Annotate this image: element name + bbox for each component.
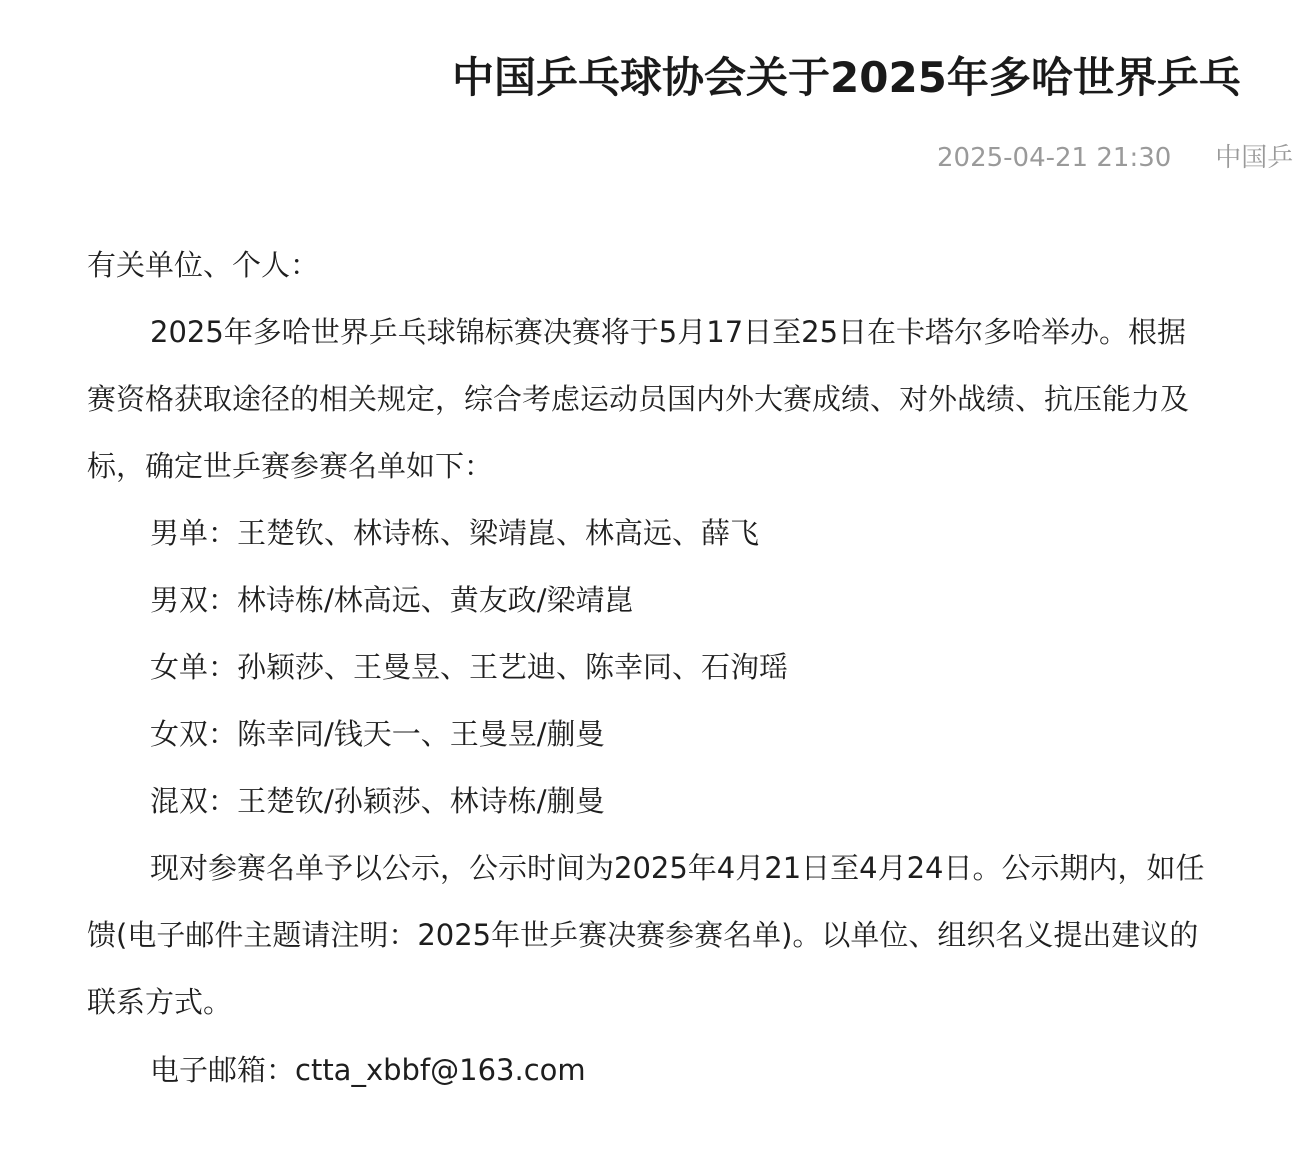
salutation: 有关单位、个人：: [87, 248, 320, 282]
roster-mens-singles: 男单：王楚钦、林诗栋、梁靖崑、林高远、薛飞: [150, 516, 760, 550]
paragraph-line: 赛资格获取途径的相关规定，综合考虑运动员国内外大赛成绩、对外战绩、抗压能力及: [87, 382, 1190, 416]
article-meta: [937, 140, 1293, 176]
roster-mens-doubles: 男双：林诗栋/林高远、黄友政/梁靖崑: [150, 583, 634, 617]
roster-mixed-doubles: 混双：王楚钦/孙颖莎、林诗栋/蒯曼: [150, 784, 605, 818]
roster-womens-doubles: 女双：陈幸同/钱天一、王曼昱/蒯曼: [150, 717, 605, 751]
publish-date: 2025-04-21 21:30: [937, 143, 1172, 173]
contact-email: 电子邮箱：ctta_xbbf@163.com: [150, 1053, 586, 1087]
article-source: 中国乒: [1215, 143, 1293, 173]
article-title: 中国乒乓球协会关于2025年多哈世界乒乓: [452, 53, 1241, 102]
paragraph-line: 现对参赛名单予以公示，公示时间为2025年4月21日至4月24日。公示期内，如任: [150, 851, 1205, 885]
roster-womens-singles: 女单：孙颖莎、王曼昱、王艺迪、陈幸同、石洵瑶: [150, 650, 789, 684]
paragraph-line: 2025年多哈世界乒乓球锦标赛决赛将于5月17日至25日在卡塔尔多哈举办。根据: [150, 315, 1187, 349]
paragraph-line: 标，确定世乒赛参赛名单如下：: [87, 449, 494, 483]
paragraph-line: 馈(电子邮件主题请注明：2025年世乒赛决赛参赛名单)。以单位、组织名义提出建议的: [87, 918, 1199, 952]
paragraph-line: 联系方式。: [87, 985, 233, 1019]
